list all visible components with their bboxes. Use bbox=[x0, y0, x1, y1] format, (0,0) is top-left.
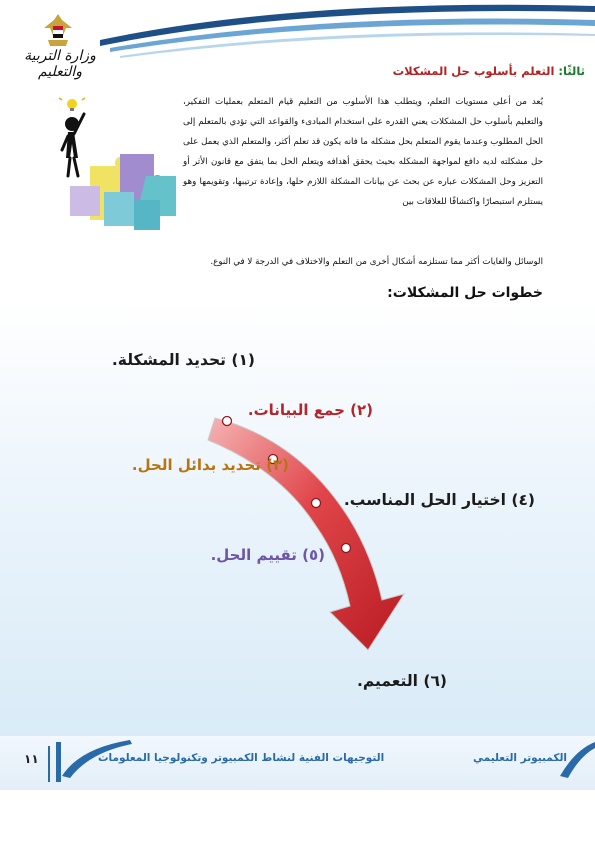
step-3-label: (٣) تحديد بدائل الحل. bbox=[131, 456, 289, 474]
ministry-logo-text: وزارة التربية والتعليم bbox=[24, 48, 96, 80]
step-marker-4 bbox=[342, 544, 351, 553]
step-6-label: (٦) التعميم. bbox=[356, 672, 447, 690]
step-5-label: (٥) تقييم الحل. bbox=[210, 546, 325, 564]
intro-paragraph-tail: الوسائل والغايات أكثر مما تستلزمه أشكال أخرى من التعلم والاختلاف في الدرجة لا في النوع. bbox=[210, 257, 543, 267]
footer-divider bbox=[56, 742, 61, 782]
footer-divider-thin bbox=[48, 746, 50, 782]
step-1-label: (١) تحديد المشكلة. bbox=[111, 351, 255, 369]
page-number: ١١ bbox=[24, 752, 39, 766]
step-marker-3 bbox=[312, 499, 321, 508]
step-marker-1 bbox=[223, 417, 232, 426]
step-2-label: (٢) جمع البيانات. bbox=[247, 401, 373, 419]
footer-right-text: الكمبيوتر التعليمي bbox=[473, 752, 567, 764]
intro-paragraph: يُعد من أعلى مستويات التعلم، ويتطلب هذا الأسلوب من التعليم قيام المتعلم بعمليات التفكير، والتعليم بأسلوب حل المشكلات يعني القدره على استخدام المبادىء والقواعد التي تؤدي بالمتعلم إلى الحل المطلوب وعندما يقوم المتعلم بحل مشكله ما فانه يكون قد تعلم أكثر، والمتعلم الذي يعمل على حل مشكلته لديه دافع لمواجهة المشكله بحيث يحقق أهدافه ويتعلم الحل بما يتفق مع قانون الأثر أو التعزيز وحل المشكلات عباره عن بحث عن بيانات المشكلة اللازم حلها، وإعادة ترتيبها، وتقويمها وهو يستلزم استبصارًا واكتشافًا للعلاقات بين bbox=[183, 97, 543, 207]
step-4-label: (٤) اختيار الحل المناسب. bbox=[343, 491, 535, 509]
steps-title: خطوات حل المشكلات: bbox=[387, 285, 543, 301]
section-number: ثالثًا: bbox=[558, 64, 585, 78]
section-title-text: التعلم بأسلوب حل المشكلات bbox=[392, 64, 555, 78]
footer-center-text: التوجيهات الفنية لنشاط الكمبيوتر وتكنولوجيا المعلومات bbox=[98, 752, 385, 764]
